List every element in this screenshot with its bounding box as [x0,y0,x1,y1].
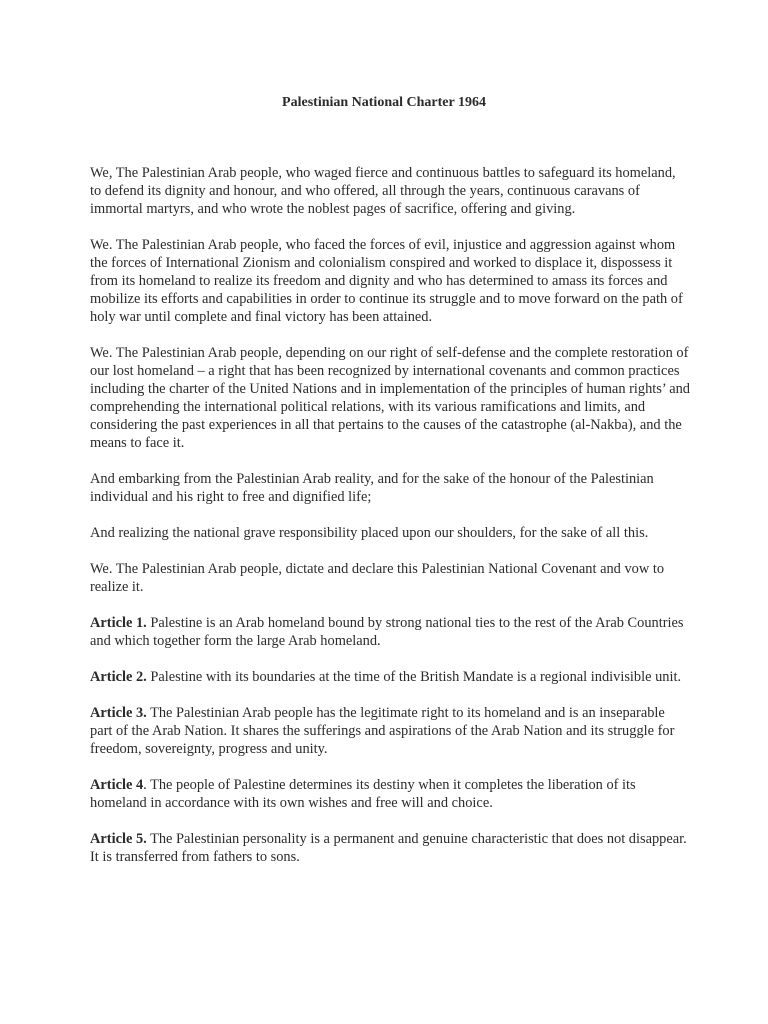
article-5 [90,830,690,866]
article-1 [90,614,690,650]
intro-paragraph-4: And embarking from the Palestinian Arab reality, and for the sake of the honour of the Palestinian individual and his right to free and dignified life; [90,471,654,505]
article-2-text: Palestine with its boundaries at the time of the British Mandate is a regional indivisible unit. [146,669,682,685]
article-4-label: Article 4 [90,777,144,793]
intro-paragraph-5: And realizing the national grave responsibility placed upon our shoulders, for the sake of all this. [90,525,649,541]
article-4-text: . The people of Palestine determines its destiny when it completes the liberation of its homeland in accordance with its own wishes and free will and choice. [90,777,636,811]
document-body [90,164,690,884]
article-2 [90,668,690,686]
article-3-text: The Palestinian Arab people has the legitimate right to its homeland and is an inseparable part of the Arab Nation. It shares the sufferings and aspirations of the Arab Nation and its struggle for freedom, sovereignty, progress and unity. [90,705,675,757]
intro-paragraph-1: We, The Palestinian Arab people, who waged fierce and continuous battles to safeguard its homeland, to defend its dignity and honour, and who offered, all through the years, continuous caravans of immortal martyrs, and who wrote the noblest pages of sacrifice, offering and giving. [90,165,676,217]
article-2-label: Article 2. [90,669,147,685]
article-3 [90,704,690,758]
intro-paragraph-2: We. The Palestinian Arab people, who faced the forces of evil, injustice and aggression against whom the forces of International Zionism and colonialism conspired and worked to displace it, dispossess it from its homeland to realize its freedom and dignity and who has determined to amass its forces and mobilize its efforts and capabilities in order to continue its struggle and to move forward on the path of holy war until complete and final victory has been attained. [90,237,683,325]
intro-paragraph-3: We. The Palestinian Arab people, depending on our right of self-defense and the complete restoration of our lost homeland – a right that has been recognized by international covenants and common practices including the charter of the United Nations and in implementation of the principles of human rights’ and comprehending the international political relations, with its various ramifications and limits, and considering the past experiences in all that pertains to the causes of the catastrophe (al-Nakba), and the means to face it. [90,345,690,451]
article-5-label: Article 5. [90,831,147,847]
intro-paragraph-6: We. The Palestinian Arab people, dictate and declare this Palestinian National Covenant and vow to realize it. [90,561,665,595]
document-title: Palestinian National Charter 1964 [282,95,486,110]
article-3-label: Article 3. [90,705,147,721]
article-1-text: Palestine is an Arab homeland bound by strong national ties to the rest of the Arab Countries and which together form the large Arab homeland. [90,615,684,649]
article-4 [90,776,690,812]
article-1-label: Article 1. [90,615,147,631]
article-5-text: The Palestinian personality is a permanent and genuine characteristic that does not disappear. It is transferred from fathers to sons. [90,831,687,865]
